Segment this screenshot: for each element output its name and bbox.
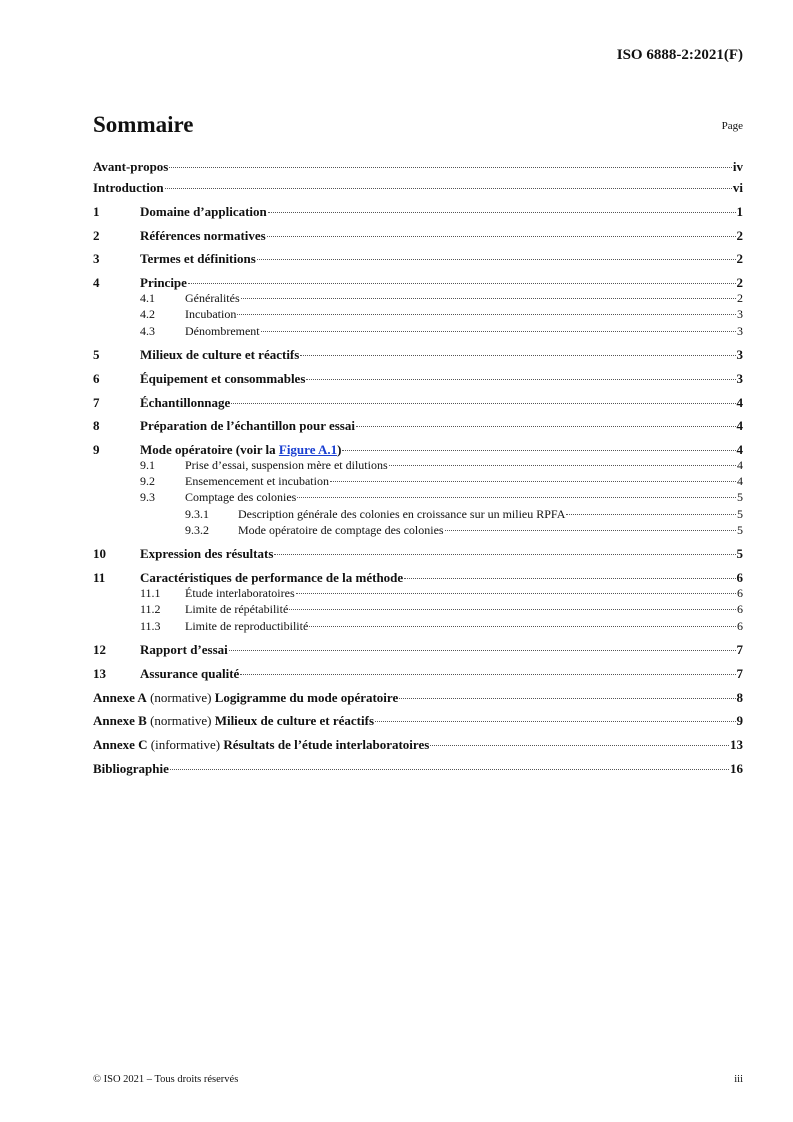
toc-entry[interactable]: [93, 507, 743, 522]
toc-entry-number: 6: [93, 371, 100, 386]
toc-entry-page: 3: [737, 324, 743, 338]
toc-entry-page: 2: [736, 228, 743, 243]
toc-entry-page: 5: [736, 546, 743, 561]
toc-entry-number: 2: [93, 228, 100, 243]
toc-entry-page: 5: [737, 490, 743, 504]
toc-entry-number: 11.3: [140, 619, 161, 633]
dot-leader: [309, 626, 736, 627]
toc-entry-number: 4.3: [140, 324, 155, 338]
toc-entry-title: (informative): [147, 737, 224, 752]
dot-leader: [229, 650, 736, 651]
dot-leader: [274, 554, 735, 555]
toc-entry-title: ): [337, 442, 342, 457]
toc-entry-title: Limite de répétabilité: [185, 602, 289, 616]
toc-entry-number: 4: [93, 275, 100, 290]
toc-entry-title: Annexe B: [93, 713, 147, 728]
toc-entry[interactable]: [93, 418, 743, 434]
toc-entry-page: 3: [737, 307, 743, 321]
toc-entry[interactable]: [93, 713, 743, 729]
dot-leader: [257, 259, 736, 260]
toc-entry[interactable]: [93, 761, 743, 777]
copyright-footer: © ISO 2021 – Tous droits réservés: [93, 1074, 239, 1085]
dot-leader: [300, 355, 735, 356]
dot-leader: [297, 497, 736, 498]
toc-entry-title: Annexe A: [93, 690, 147, 705]
toc-entry-number: 9.1: [140, 458, 155, 472]
toc-entry-title: Généralités: [185, 291, 240, 305]
toc-entry-page: 4: [736, 418, 743, 433]
toc-entry[interactable]: [93, 642, 743, 658]
toc-entry-title: (normative): [146, 690, 215, 705]
dot-leader: [241, 298, 736, 299]
toc-entry-title: Introduction: [93, 180, 164, 195]
toc-entry-number: 4.1: [140, 291, 155, 305]
dot-leader: [237, 314, 736, 315]
toc-entry-title: Principe: [140, 275, 187, 290]
toc-entry-title: Annexe C: [93, 737, 148, 752]
dot-leader: [170, 769, 729, 770]
toc-entry-page: 3: [736, 371, 743, 386]
toc-entry-title: (normative): [146, 713, 215, 728]
toc-entry-page: 6: [737, 619, 743, 633]
toc-entry-number: 3: [93, 251, 100, 266]
toc-entry-number: 11: [93, 570, 106, 585]
dot-leader: [389, 465, 736, 466]
toc-entry[interactable]: [93, 619, 743, 634]
toc-entry-page: 1: [736, 204, 743, 219]
toc-entry-number: 11.2: [140, 602, 161, 616]
toc-entry-title: Avant-propos: [93, 159, 169, 174]
toc-entry-number: 9.2: [140, 474, 155, 488]
dot-leader: [404, 578, 735, 579]
toc-entry-title: Expression des résultats: [140, 546, 274, 561]
toc-entry-title: Domaine d’application: [140, 204, 267, 219]
dot-leader: [342, 450, 735, 451]
toc-entry[interactable]: [93, 458, 743, 473]
dot-leader: [296, 593, 736, 594]
toc-entry-title: Milieux de culture et réactifs: [214, 713, 375, 728]
toc-entry[interactable]: [93, 523, 743, 538]
toc-entry-number: 13: [93, 666, 106, 681]
toc-entry-title: Préparation de l’échantillon pour essai: [140, 418, 355, 433]
toc-entry-title: Termes et définitions: [140, 251, 256, 266]
toc-entry-title: Étude interlaboratoires: [185, 586, 295, 600]
toc-entry-title: Logigramme du mode opératoire: [214, 690, 399, 705]
toc-entry[interactable]: [93, 347, 743, 363]
toc-entry-number: 9: [93, 442, 100, 457]
toc-entry-page: 4: [736, 442, 743, 457]
toc-entry-page: 4: [737, 458, 743, 472]
dot-leader: [240, 674, 735, 675]
toc-entry[interactable]: [93, 395, 743, 411]
toc-entry-title: Échantillonnage: [140, 395, 231, 410]
toc-entry-number: 4.2: [140, 307, 155, 321]
toc-entry-page: 7: [736, 642, 743, 657]
toc-entry-title: Incubation: [185, 307, 237, 321]
dot-leader: [566, 514, 736, 515]
toc-entry-page: 6: [736, 570, 743, 585]
dot-leader: [356, 426, 736, 427]
dot-leader: [430, 745, 729, 746]
toc-entry-number: 5: [93, 347, 100, 362]
toc-entry[interactable]: [93, 666, 743, 682]
toc-entry-title: Milieux de culture et réactifs: [140, 347, 300, 362]
dot-leader: [375, 721, 735, 722]
toc-entry-number: 7: [93, 395, 100, 410]
toc-entry[interactable]: [93, 324, 743, 339]
toc-entry-page: 2: [736, 275, 743, 290]
toc-entry[interactable]: [93, 737, 743, 753]
page-number: iii: [734, 1074, 743, 1085]
page-column-label: Page: [721, 120, 743, 132]
toc-entry-page: vi: [732, 180, 743, 195]
dot-leader: [330, 481, 736, 482]
dot-leader: [165, 188, 732, 189]
toc-entry-title: Ensemencement et incubation: [185, 474, 329, 488]
toc-entry-number: 12: [93, 642, 106, 657]
toc-entry-title: Caractéristiques de performance de la méthode: [140, 570, 404, 585]
toc-entry-number: 1: [93, 204, 100, 219]
toc-entry-title: Assurance qualité: [140, 666, 240, 681]
toc-entry[interactable]: [93, 490, 743, 505]
toc-entry[interactable]: [93, 291, 743, 306]
toc-entry[interactable]: [93, 251, 743, 267]
toc-entry-number: 11.1: [140, 586, 161, 600]
toc-entry[interactable]: [93, 586, 743, 601]
toc-entry-title: Mode opératoire (voir la: [140, 442, 279, 457]
toc-entry-title: Références normatives: [140, 228, 266, 243]
toc-entry-title: Équipement et consommables: [140, 371, 306, 386]
toc-entry-title: Mode opératoire de comptage des colonies: [238, 523, 444, 537]
toc-entry[interactable]: [93, 442, 743, 458]
toc-entry-number: 9.3: [140, 490, 155, 504]
toc-entry[interactable]: [93, 546, 743, 562]
dot-leader: [169, 167, 732, 168]
toc-entry-title: Rapport d’essai: [140, 642, 228, 657]
toc-entry[interactable]: [93, 204, 743, 220]
dot-leader: [306, 379, 735, 380]
toc-entry-title: Description générale des colonies en croissance sur un milieu RPFA: [238, 507, 566, 521]
toc-entry-page: 5: [737, 507, 743, 521]
toc-entry-page: 13: [730, 737, 743, 752]
dot-leader: [268, 212, 736, 213]
dot-leader: [188, 283, 736, 284]
toc-entry-page: iv: [732, 159, 743, 174]
toc-entry-page: 4: [737, 474, 743, 488]
toc-entry-number: 9.3.2: [185, 523, 209, 537]
toc-entry-page: 2: [736, 251, 743, 266]
dot-leader: [445, 530, 736, 531]
toc-entry[interactable]: [93, 690, 743, 706]
dot-leader: [261, 331, 736, 332]
toc-entry[interactable]: [93, 228, 743, 244]
dot-leader: [267, 236, 736, 237]
toc-entry-title: Prise d’essai, suspension mère et dilutions: [185, 458, 388, 472]
toc-entry-page: 8: [736, 690, 743, 705]
toc-entry[interactable]: [93, 371, 743, 387]
toc-entry-title: Dénombrement: [185, 324, 260, 338]
dot-leader: [399, 698, 735, 699]
toc-entry-page: 9: [736, 713, 743, 728]
toc-entry-page: 4: [736, 395, 743, 410]
toc-entry[interactable]: [93, 159, 743, 175]
toc-entry-page: 6: [737, 586, 743, 600]
toc-entry-number: 9.3.1: [185, 507, 209, 521]
toc-entry-page: 7: [736, 666, 743, 681]
toc-entry-page: 3: [736, 347, 743, 362]
toc-entry-page: 6: [737, 602, 743, 616]
toc-entry-number: 8: [93, 418, 100, 433]
figure-link[interactable]: Figure A.1: [278, 442, 338, 457]
toc-entry[interactable]: [93, 275, 743, 291]
toc-entry-page: 2: [737, 291, 743, 305]
toc-entry-page: 5: [737, 523, 743, 537]
toc-entry-title: Comptage des colonies: [185, 490, 297, 504]
document-id-header: ISO 6888-2:2021(F): [616, 47, 743, 63]
toc-entry[interactable]: [93, 570, 743, 586]
dot-leader: [289, 609, 736, 610]
toc-entry[interactable]: [93, 602, 743, 617]
toc-entry-title: Limite de reproductibilité: [185, 619, 309, 633]
toc-entry[interactable]: [93, 474, 743, 489]
toc-entry[interactable]: [93, 307, 743, 322]
toc-entry-title: Résultats de l’étude interlaboratoires: [223, 737, 430, 752]
toc-title: Sommaire: [93, 112, 194, 137]
toc-entry-number: 10: [93, 546, 106, 561]
toc-entry[interactable]: [93, 180, 743, 196]
toc-entry-page: 16: [730, 761, 743, 776]
toc-entry-title: Bibliographie: [93, 761, 169, 776]
dot-leader: [231, 403, 735, 404]
